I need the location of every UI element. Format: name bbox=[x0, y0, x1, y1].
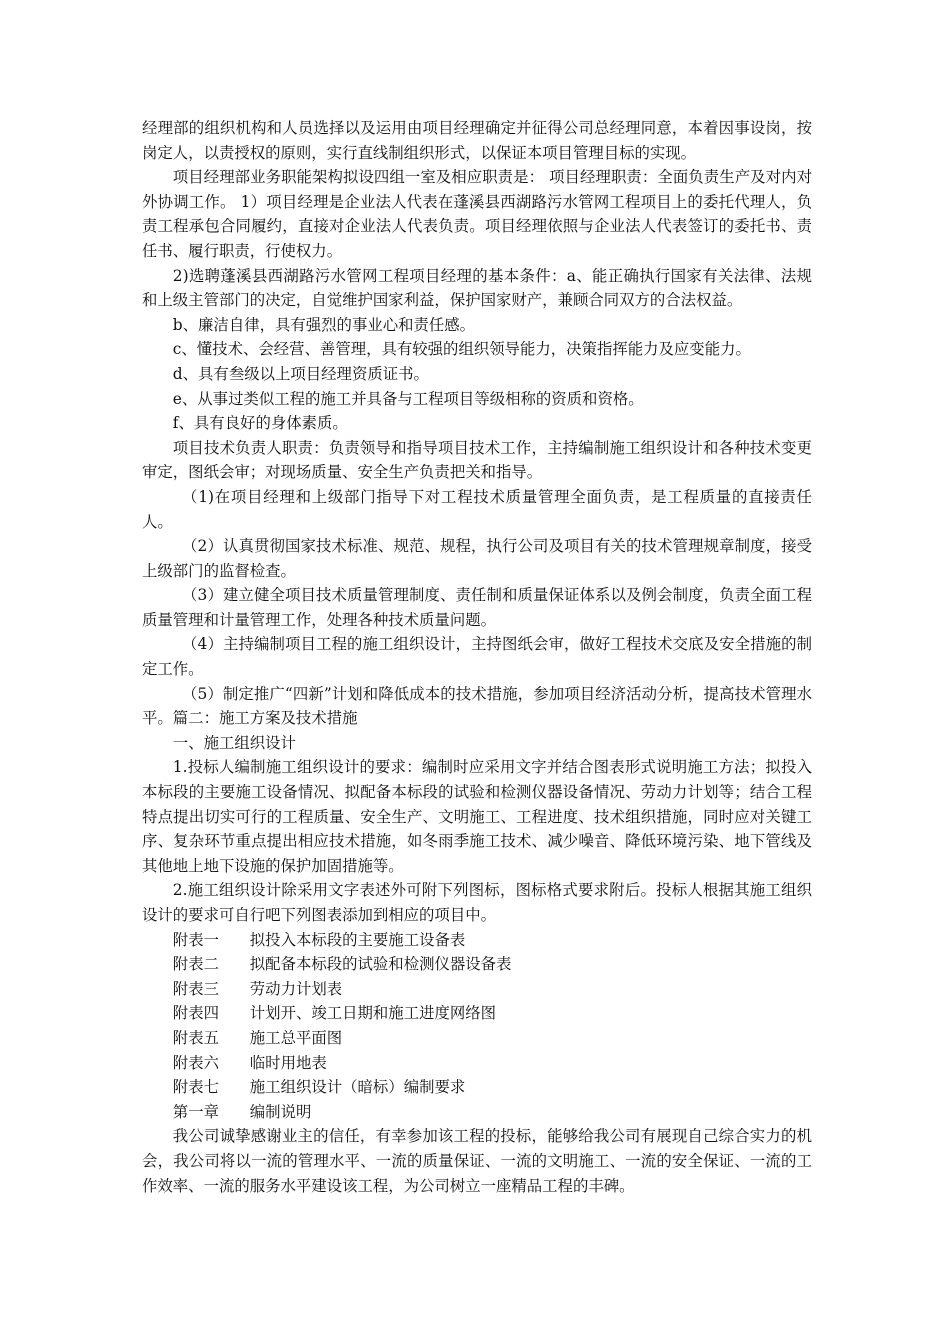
appendix-item: 附表七 施工组织设计（暗标）编制要求 bbox=[172, 1078, 466, 1097]
paragraph-design-requirements: 1.投标人编制施工组织设计的要求：编制时应采用文字并结合图表形式说明施工方法；拟投入本标段的主要施工设备情况、拟配备本标段的试验和检测仪器设备情况、劳动力计划等；结合工程特点提出切实可行的工程质量、安全生产、文明施工、工程进度、技术组织措施，同时应对关键工序、复杂环节重点提出相应技术措施，如冬雨季施工技术、减少噪音、降低环境污染、地下管线及其他地上地下设施的保护加固措施等。 bbox=[142, 758, 812, 875]
paragraph-tech-lead-duties: 项目技术负责人职责：负责领导和指导项目技术工作，主持编制施工组织设计和各种技术变更审定，图纸会审；对现场质量、安全生产负责把关和指导。 bbox=[142, 438, 812, 482]
chapter-heading: 第一章 编制说明 bbox=[172, 1102, 312, 1121]
paragraph-tech-item-1: （1)在项目经理和上级部门指导下对工程技术质量管理全面负责，是工程质量的直接责任人。 bbox=[142, 487, 812, 531]
paragraph-tech-item-5: （5）制定推广“四新”计划和降低成本的技术措施，参加项目经济活动分析，提高技术管理水平。篇二：施工方案及技术措施 bbox=[142, 684, 812, 728]
paragraph-tech-item-4: （4）主持编制项目工程的施工组织设计，主持图纸会审，做好工程技术交底及安全措施的制定工作。 bbox=[142, 635, 812, 679]
paragraph-condition-c: c、懂技术、会经营、善管理，具有较强的组织领导能力，决策指挥能力及应变能力。 bbox=[172, 340, 751, 359]
paragraph-pm-conditions: 2)选聘蓬溪县西湖路污水管网工程项目经理的基本条件：a、能正确执行国家有关法律、法规和上级主管部门的决定，自觉维护国家利益，保护国家财产，兼顾合同双方的合法权益。 bbox=[142, 266, 812, 310]
paragraph-design-charts: 2.施工组织设计除采用文字表述外可附下列图标，图标格式要求附后。投标人根据其施工组织设计的要求可自行吧下列图表添加到相应的项目中。 bbox=[142, 881, 812, 924]
paragraph-condition-f: f、具有良好的身体素质。 bbox=[172, 414, 348, 433]
section-heading-construction-design: 一、施工组织设计 bbox=[172, 733, 296, 752]
appendix-item: 附表一 拟投入本标段的主要施工设备表 bbox=[172, 930, 466, 949]
paragraph-pm-duties: 项目经理部业务职能架构拟设四组一室及相应职责是： 项目经理职责：全面负责生产及对内对外协调工作。 1）项目经理是企业法人代表在蓬溪县西湖路污水管网工程项目上的委托代理人，负责工程承包合同履约，直接对企业法人代表负责。项目经理依照与企业法人代表签订的委托书、责任书、履行职责，行使权力。 bbox=[142, 168, 812, 260]
paragraph-org-structure: 经理部的组织机构和人员选择以及运用由项目经理确定并征得公司总经理同意，本着因事设岗，按岗定人，以责授权的原则，实行直线制组织形式，以保证本项目管理目标的实现。 bbox=[142, 119, 812, 162]
paragraph-condition-d: d、具有叁级以上项目经理资质证书。 bbox=[172, 364, 429, 383]
appendix-item: 附表六 临时用地表 bbox=[172, 1053, 327, 1072]
document-page bbox=[142, 116, 812, 1198]
appendix-item: 附表五 施工总平面图 bbox=[172, 1028, 343, 1047]
paragraph-closing: 我公司诚挚感谢业主的信任，有幸参加该工程的投标，能够给我公司有展现自己综合实力的机会，我公司将以一流的管理水平、一流的质量保证、一流的文明施工、一流的安全保证、一流的工作效率、一流的服务水平建设该工程，为公司树立一座精品工程的丰碑。 bbox=[142, 1127, 812, 1195]
appendix-item: 附表四 计划开、竣工日期和施工进度网络图 bbox=[172, 1004, 497, 1023]
appendix-item: 附表二 拟配备本标段的试验和检测仪器设备表 bbox=[172, 955, 512, 974]
paragraph-condition-e: e、从事过类似工程的施工并具备与工程项目等级相称的资质和资格。 bbox=[172, 389, 644, 408]
appendix-item: 附表三 劳动力计划表 bbox=[172, 979, 343, 998]
paragraph-tech-item-3: （3）建立健全项目技术质量管理制度、责任制和质量保证体系以及例会制度，负责全面工程质量管理和计量管理工作，处理各种技术质量问题。 bbox=[142, 586, 812, 629]
paragraph-condition-b: b、廉洁自律，具有强烈的事业心和责任感。 bbox=[172, 315, 476, 334]
paragraph-tech-item-2: （2）认真贯彻国家技术标准、规范、规程，执行公司及项目有关的技术管理规章制度，接受上级部门的监督检查。 bbox=[142, 537, 812, 580]
